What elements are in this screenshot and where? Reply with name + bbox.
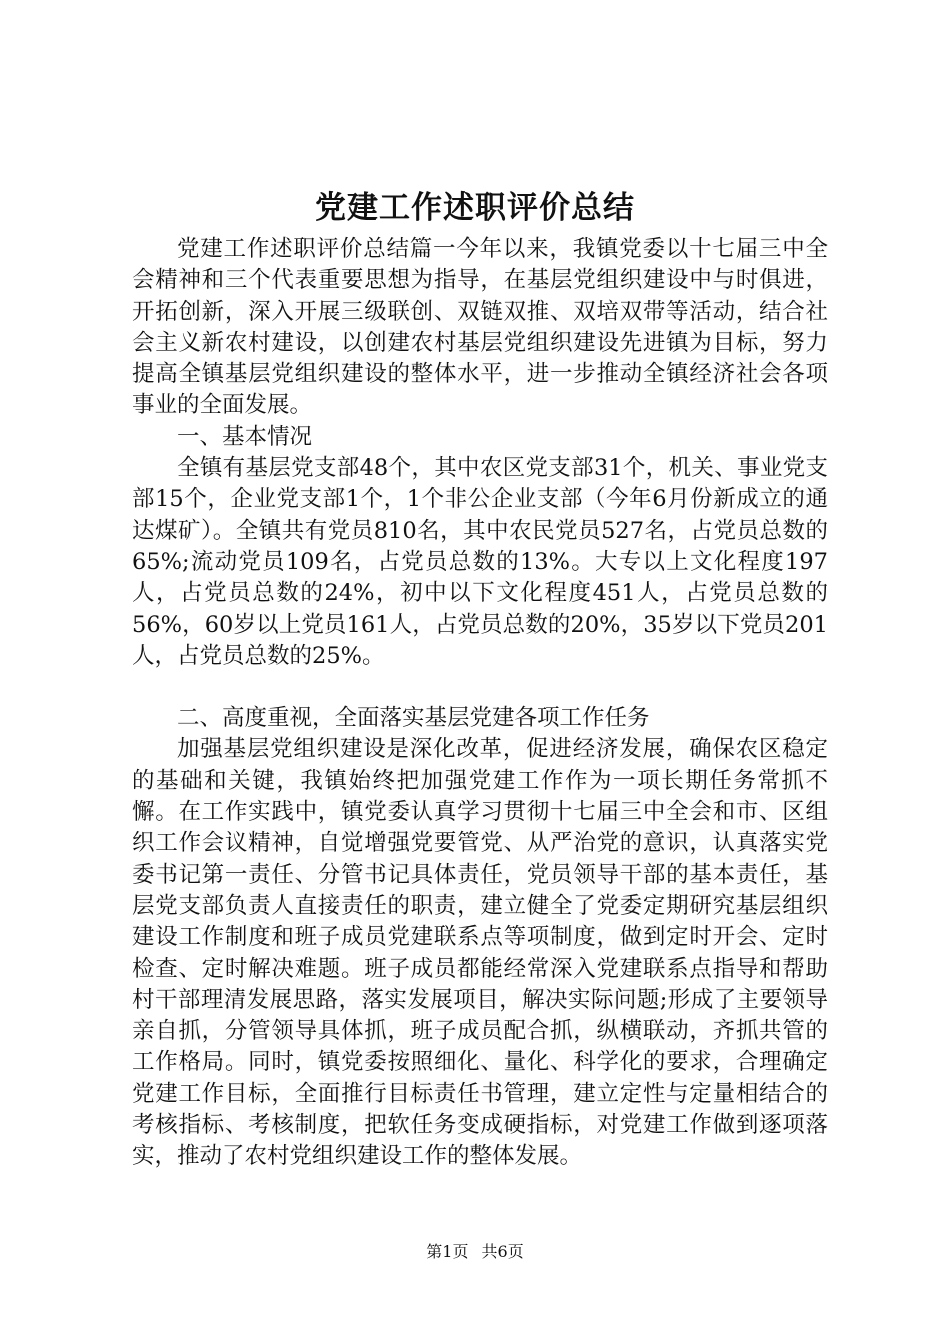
intro-paragraph: 党建工作述职评价总结篇一今年以来，我镇党委以十七届三中全会精神和三个代表重要思想为指导，在基层党组织建设中与时俱进，开拓创新，深入开展三级联创、双链双推、双培双带等活动，结合社会主义新农村建设，以创建农村基层党组织建设先进镇为目标，努力提高全镇基层党组织建设的整体水平，进一步推动全镇经济社会各项事业的全面发展。 <box>132 236 828 419</box>
document-body <box>132 234 828 1173</box>
work-paragraph: 加强基层党组织建设是深化改革，促进经济发展，确保农区稳定的基础和关键，我镇始终把加强党建工作作为一项长期任务常抓不懈。在工作实践中，镇党委认真学习贯彻十七届三中全会和市、区组织工作会议精神，自觉增强党要管党、从严治党的意识，认真落实党委书记第一责任、分管书记具体责任，党员领导干部的基本责任，基层党支部负责人直接责任的职责，建立健全了党委定期研究基层组织建设工作制度和班子成员党建联系点等项制度，做到定时开会、定时检查、定时解决难题。班子成员都能经常深入党建联系点指导和帮助村干部理清发展思路，落实发展项目，解决实际问题;形成了主要领导亲自抓，分管领导具体抓，班子成员配合抓，纵横联动，齐抓共管的工作格局。同时，镇党委按照细化、量化、科学化的要求，合理确定党建工作目标，全面推行目标责任书管理，建立定性与定量相结合的考核指标、考核制度，把软任务变成硬指标，对党建工作做到逐项落实，推动了农村党组织建设工作的整体发展。 <box>132 736 828 1170</box>
section-heading-work: 二、高度重视，全面落实基层党建各项工作任务 <box>177 705 650 732</box>
page-number-current: 第1页 <box>426 1242 469 1261</box>
paragraph-spacer <box>132 672 828 703</box>
basic-info-paragraph: 全镇有基层党支部48个，其中农区党支部31个，机关、事业党支部15个，企业党支部1个，1个非公企业支部（今年6月份新成立的通达煤矿）。全镇共有党员810名，其中农民党员527名，占党员总数的65%;流动党员109名，占党员总数的13%。大专以上文化程度197人，占党员总数的24%，初中以下文化程度451人，占党员总数的56%，60岁以上党员161人，占党员总数的20%，35岁以下党员201人，占党员总数的25%。 <box>132 455 828 669</box>
section-heading-basic: 一、基本情况 <box>177 423 313 450</box>
page-number-total: 共6页 <box>481 1242 524 1261</box>
document-title: 党建工作述职评价总结 <box>315 190 635 226</box>
page-footer <box>0 1240 950 1264</box>
